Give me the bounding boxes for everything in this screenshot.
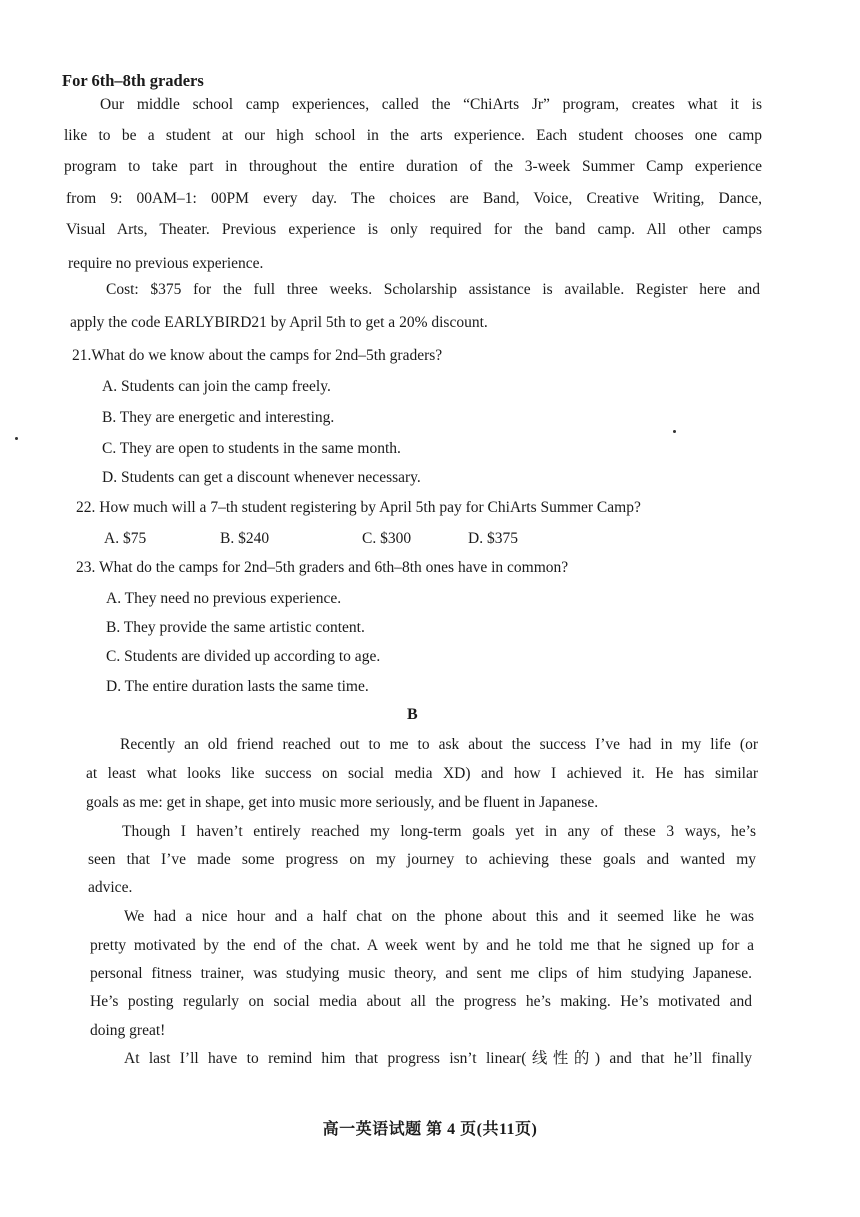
answer-option: B. They are energetic and interesting. xyxy=(102,409,335,426)
answer-option: C. They are open to students in the same month. xyxy=(102,440,401,457)
section-letter: B xyxy=(407,706,418,723)
answer-option: A. $75 xyxy=(104,530,147,547)
paragraph-line: At last I’ll have to remind him that progress isn’t linear(线性的) and that he’ll finally xyxy=(124,1050,752,1067)
answer-option: B. They provide the same artistic content. xyxy=(106,619,365,636)
answer-option: D. $375 xyxy=(468,530,518,547)
paragraph-line: like to be a student at our high school in the arts experience. Each student chooses one camp xyxy=(64,127,762,144)
answer-option: A. They need no previous experience. xyxy=(106,590,342,607)
options-row xyxy=(104,529,518,549)
paragraph-line: advice. xyxy=(88,879,133,896)
page-footer: 高一英语试题 第 4 页(共11页) xyxy=(322,1121,538,1138)
paragraph-line: program to take part in throughout the entire duration of the 3-week Summer Camp experience xyxy=(64,158,762,175)
answer-option: D. Students can get a discount whenever necessary. xyxy=(102,469,421,486)
section-heading: For 6th–8th graders xyxy=(62,71,204,90)
question-stem: 23. What do the camps for 2nd–5th graders and 6th–8th ones have in common? xyxy=(76,559,569,576)
answer-option: D. The entire duration lasts the same time. xyxy=(106,678,369,695)
question-stem: 22. How much will a 7–th student registering by April 5th pay for ChiArts Summer Camp? xyxy=(76,499,641,516)
scan-speck xyxy=(15,437,18,440)
paragraph-line: Though I haven’t entirely reached my long-term goals yet in any of these 3 ways, he’s xyxy=(122,823,756,840)
scan-speck xyxy=(673,430,676,433)
question-stem: 21.What do we know about the camps for 2nd–5th graders? xyxy=(72,347,443,364)
paragraph-line: Our middle school camp experiences, called the “ChiArts Jr” program, creates what it is xyxy=(100,96,762,113)
paragraph-line: personal fitness trainer, was studying music theory, and sent me clips of him studying Japanese. xyxy=(90,965,752,982)
paragraph-line: at least what looks like success on social media XD) and how I achieved it. He has similar xyxy=(86,765,758,782)
paragraph-line: pretty motivated by the end of the chat. A week went by and he told me that he signed up for a xyxy=(90,937,754,954)
paragraph-line: Recently an old friend reached out to me to ask about the success I’ve had in my life (or xyxy=(120,736,758,753)
answer-option: A. Students can join the camp freely. xyxy=(102,378,331,395)
paragraph-line: Cost: $375 for the full three weeks. Scholarship assistance is available. Register here and xyxy=(106,281,760,298)
paragraph-line: seen that I’ve made some progress on my journey to achieving these goals and wanted my xyxy=(88,851,756,868)
answer-option: B. $240 xyxy=(220,530,270,547)
paragraph-line: goals as me: get in shape, get into music more seriously, and be fluent in Japanese. xyxy=(86,794,599,811)
paragraph-line: from 9: 00AM–1: 00PM every day. The choices are Band, Voice, Creative Writing, Dance, xyxy=(66,190,762,207)
paragraph-line: We had a nice hour and a half chat on the phone about this and it seemed like he was xyxy=(124,908,754,925)
paragraph-line: Visual Arts, Theater. Previous experience is only required for the band camp. All other camps xyxy=(66,221,762,238)
paragraph-line: require no previous experience. xyxy=(68,255,264,272)
paragraph-line: doing great! xyxy=(90,1022,166,1039)
paragraph-line: apply the code EARLYBIRD21 by April 5th to get a 20% discount. xyxy=(70,314,488,331)
answer-option: C. Students are divided up according to age. xyxy=(106,648,381,665)
answer-option: C. $300 xyxy=(362,530,412,547)
paragraph-line: He’s posting regularly on social media about all the progress he’s making. He’s motivated and xyxy=(90,993,752,1010)
